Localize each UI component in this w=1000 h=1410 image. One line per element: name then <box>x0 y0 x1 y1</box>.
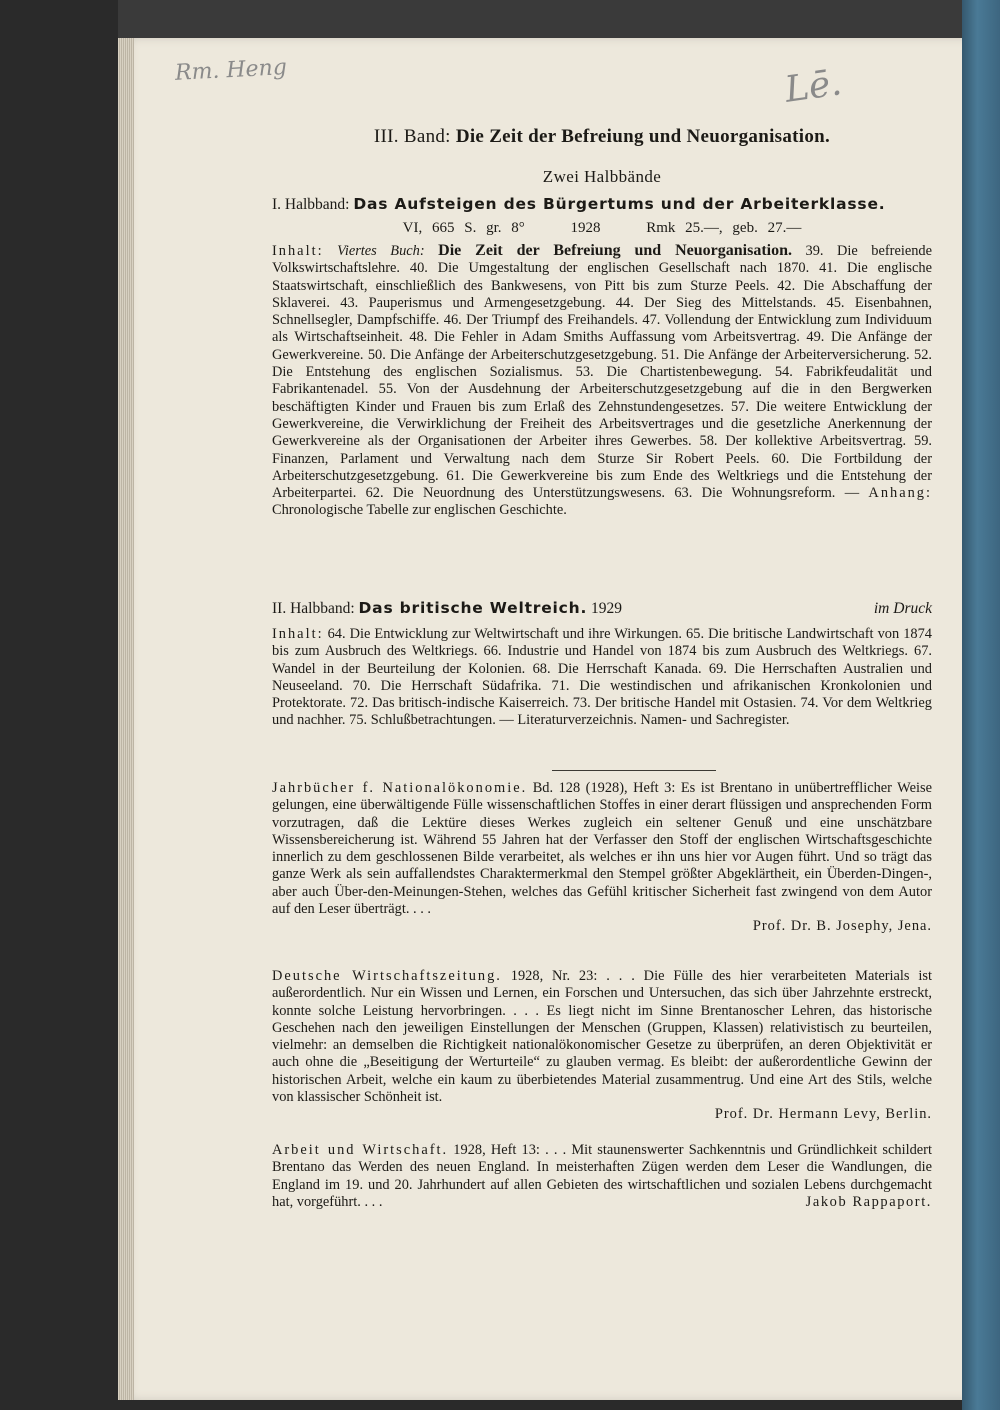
book-cover-edge <box>962 0 1000 1410</box>
halbband2-contents <box>272 626 932 730</box>
scan-background <box>118 0 962 40</box>
review-ref: 1928, Nr. 23: <box>510 968 598 984</box>
halbband2-label: II. Halbband: <box>272 600 355 617</box>
halbband1-title: Das Aufsteigen des Bürgertums und der Arbeiterklasse. <box>353 195 886 213</box>
review-ref: 1928, Heft 13: <box>453 1142 540 1158</box>
anhang-text: Chronologische Tabelle zur englischen Geschichte. <box>272 502 567 519</box>
band-title: Die Zeit der Befreiung und Neuorganisation. <box>455 126 831 147</box>
contents-text: 39. Die befreiende Volkswirtschaftslehre. 40. Die Umgestaltung der englischen Gesellschaft nach 1870. 41. Die englische Staatswirtschaft, einschließlich des Bankwesens, von Pitt bis zum Sturze Peels. 42. Die Abschaffung der Sklaverei. 43. Pauperismus und Armengesetzgebung. 44. Der Sieg des Mittelstands. 45. Eisenbahnen, Schnellsegler, Dampfschiffe. 46. Der Triumpf des Freihandels. 47. Vollendung der Entwicklung zum Individuum als Wirtschaftseinheit. 48. Die Fehler in Adam Smiths Auffassung vom Arbeitsvertrag. 49. Die Anfänge der Gewerkvereine. 50. Die Anfänge der Arbeiterschutzgesetzgebung. 51. Die Anfänge der Arbeiterversicherung. 52. Die Entstehung des englischen Sozialismus. 53. Die Chartistenbewegung. 54. Fabrikfeudalität und Fabrikantenadel. 55. Von der Ausdehnung der Arbeiterschutzgesetzgebung auf die in den Bergwerken beschäftigten Kinder und Frauen bis zum Erlaß des Zehnstundengesetzes. 57. Die weitere Entwicklung der Gewerkvereine, die Verwirklichung der Freiheit des Arbeitsvertrages und die gesetzliche Anerkennung der Gewerkvereine als der Organisationen der Arbeiter ihres Gewerbes. 58. Der kollektive Arbeitsvertrag. 59. Finanzen, Parlament und Verwaltung nach dem Sturze Sir Robert Peels. 60. Die Fortbildung der Arbeiterschutzgesetzgebung. 61. Die Gewerkvereine bis zum Ende des Weltkriegs und die Entstehung der Arbeiterpartei. 62. Die Neuordnung des Unterstützungswesens. 63. Die Wohnungsreform. — <box>272 243 933 502</box>
halbband1-year: 1928 <box>570 220 601 236</box>
halbband2-year: 1929 <box>591 600 623 617</box>
anhang-label: Anhang: <box>868 485 932 502</box>
review-signature: Jakob Rappaport. <box>805 1193 932 1210</box>
inhalt-label: Inhalt: <box>272 243 324 259</box>
review-signature: Prof. Dr. B. Josephy, Jena. <box>752 918 932 935</box>
review <box>272 968 932 1124</box>
halbband1-label: I. Halbband: <box>272 196 350 213</box>
review-source: Deutsche Wirtschaftszeitung. <box>272 968 502 984</box>
halbband2-heading <box>272 600 932 617</box>
review-text: . . . Mit staunenswerter Sachkenntnis und Gründlichkeit schildert Brentano das Werden des neuen England. In meisterhaften Zügen werden dem Leser die Wandlungen, die England im 19. und 20. Jahrhundert auf allen Gebieten des wirtschaftlichen und sozialen Lebens durchgemacht hat, vorgeführt. . . . <box>272 1142 932 1210</box>
review <box>272 1142 932 1211</box>
review-text: . . . Die Fülle des hier verarbeiteten Materials ist außerordentlich. Nur ein Wissen und Lernen, ein Forschen und Untersuchen, das sich über Jahrzehnte erstreckt, konnte solche Leistung hervorbringen. . . . Es liegt nicht im Sinne Brentanoscher Lehren, das historische Geschehen nach den jeweiligen Einstellungen der Menschen (Gruppen, Klassen) relativistisch zu beurteilen, vielmehr: an demselben die Richtigkeit nationalökonomischer Gesetze zu überprüfen, an deren Objektivität er auch ohne die „Beseitigung der Werturteile“ zu glauben vermag. Es bleibt: der außerordentliche Gewinn der historischen Arbeit, welche ein kaum zu überbietendes Material zusammentrug. Und eine Art des Stils, welche von klassischer Schönheit ist. <box>272 968 932 1106</box>
halbband2-title: Das britische Weltreich. <box>358 599 588 617</box>
handwritten-note-left: Rm. Heng <box>174 55 288 86</box>
halbband1-contents <box>272 242 932 520</box>
review-ref: Bd. 128 (1928), Heft 3: <box>532 780 676 796</box>
halbband1-price: Rmk 25.—, geb. 27.— <box>646 220 802 236</box>
band-label: III. Band: <box>373 126 451 147</box>
contents-text: 64. Die Entwicklung zur Weltwirtschaft und ihre Wirkungen. 65. Die britische Landwirtschaft von 1874 bis zum Ausbruch des Weltkriegs. 66. Industrie und Handel von 1874 bis zum Ausbruch des Weltkriegs. 67. Wandel in der Beurteilung der Kolonien. 68. Die Herrschaft Kanada. 69. Die Herrschaften Australien und Neuseeland. 70. Die Herrschaft Südafrika. 71. Die westindischen und afrikanischen Kronkolonien und Protektorate. 72. Das britisch-indische Kaiserreich. 73. Der britische Handel mit Ostasien. 74. Vor dem Weltkrieg und nachher. 75. Schlußbetrachtungen. — Literaturverzeichnis. Namen- und Sachregister. <box>272 626 932 729</box>
divider-rule <box>552 770 716 771</box>
inhalt-label: Inhalt: <box>272 626 324 642</box>
review-source: Jahrbücher f. Nationalökonomie. <box>272 780 528 796</box>
review-text: Es ist Brentano in unübertrefflicher Weise gelungen, eine überwältigende Fülle wissenschaftlichen Stoffes in einer derart flüssigen und ansprechenden Form vorzutragen, daß die Lektüre dieses Werkes zugleich ein seltener Genuß und eine unschätzbare Wissensbereicherung ist. Während 55 Jahren hat der Verfasser den Stoff der englischen Wirtschaftsgeschichte innerlich zu dem geschlossenen Bilde verarbeitet, als welches er ihn uns hier vor Augen führt. Und so trägt das ganze Werk als sein auffallendstes Charaktermerkmal den Stempel größter Abgeklärtheit, ein Überden-Dingen-, aber auch Über-den-Meinungen-Stehen, welches das Gefühl kritischer Sicherheit fast zwingend von dem Autor auf den Leser überträgt. . . . <box>272 780 932 918</box>
halbband1-pages: VI, 665 S. gr. 8° <box>402 220 525 236</box>
buch-label: Viertes Buch: <box>337 243 425 259</box>
halbband1-heading <box>272 196 932 213</box>
review-signature: Prof. Dr. Hermann Levy, Berlin. <box>714 1106 932 1123</box>
buch-title: Die Zeit der Befreiung und Neuorganisation. <box>438 242 793 259</box>
page-edges <box>118 38 134 1400</box>
review <box>272 780 932 936</box>
band-heading <box>272 128 932 145</box>
handwritten-note-right: Lē. <box>782 62 845 111</box>
review-source: Arbeit und Wirtschaft. <box>272 1142 449 1158</box>
halbband1-meta <box>272 220 932 237</box>
halbband2-status: im Druck <box>873 600 932 617</box>
band-subtitle: Zwei Halbbände <box>542 167 662 186</box>
